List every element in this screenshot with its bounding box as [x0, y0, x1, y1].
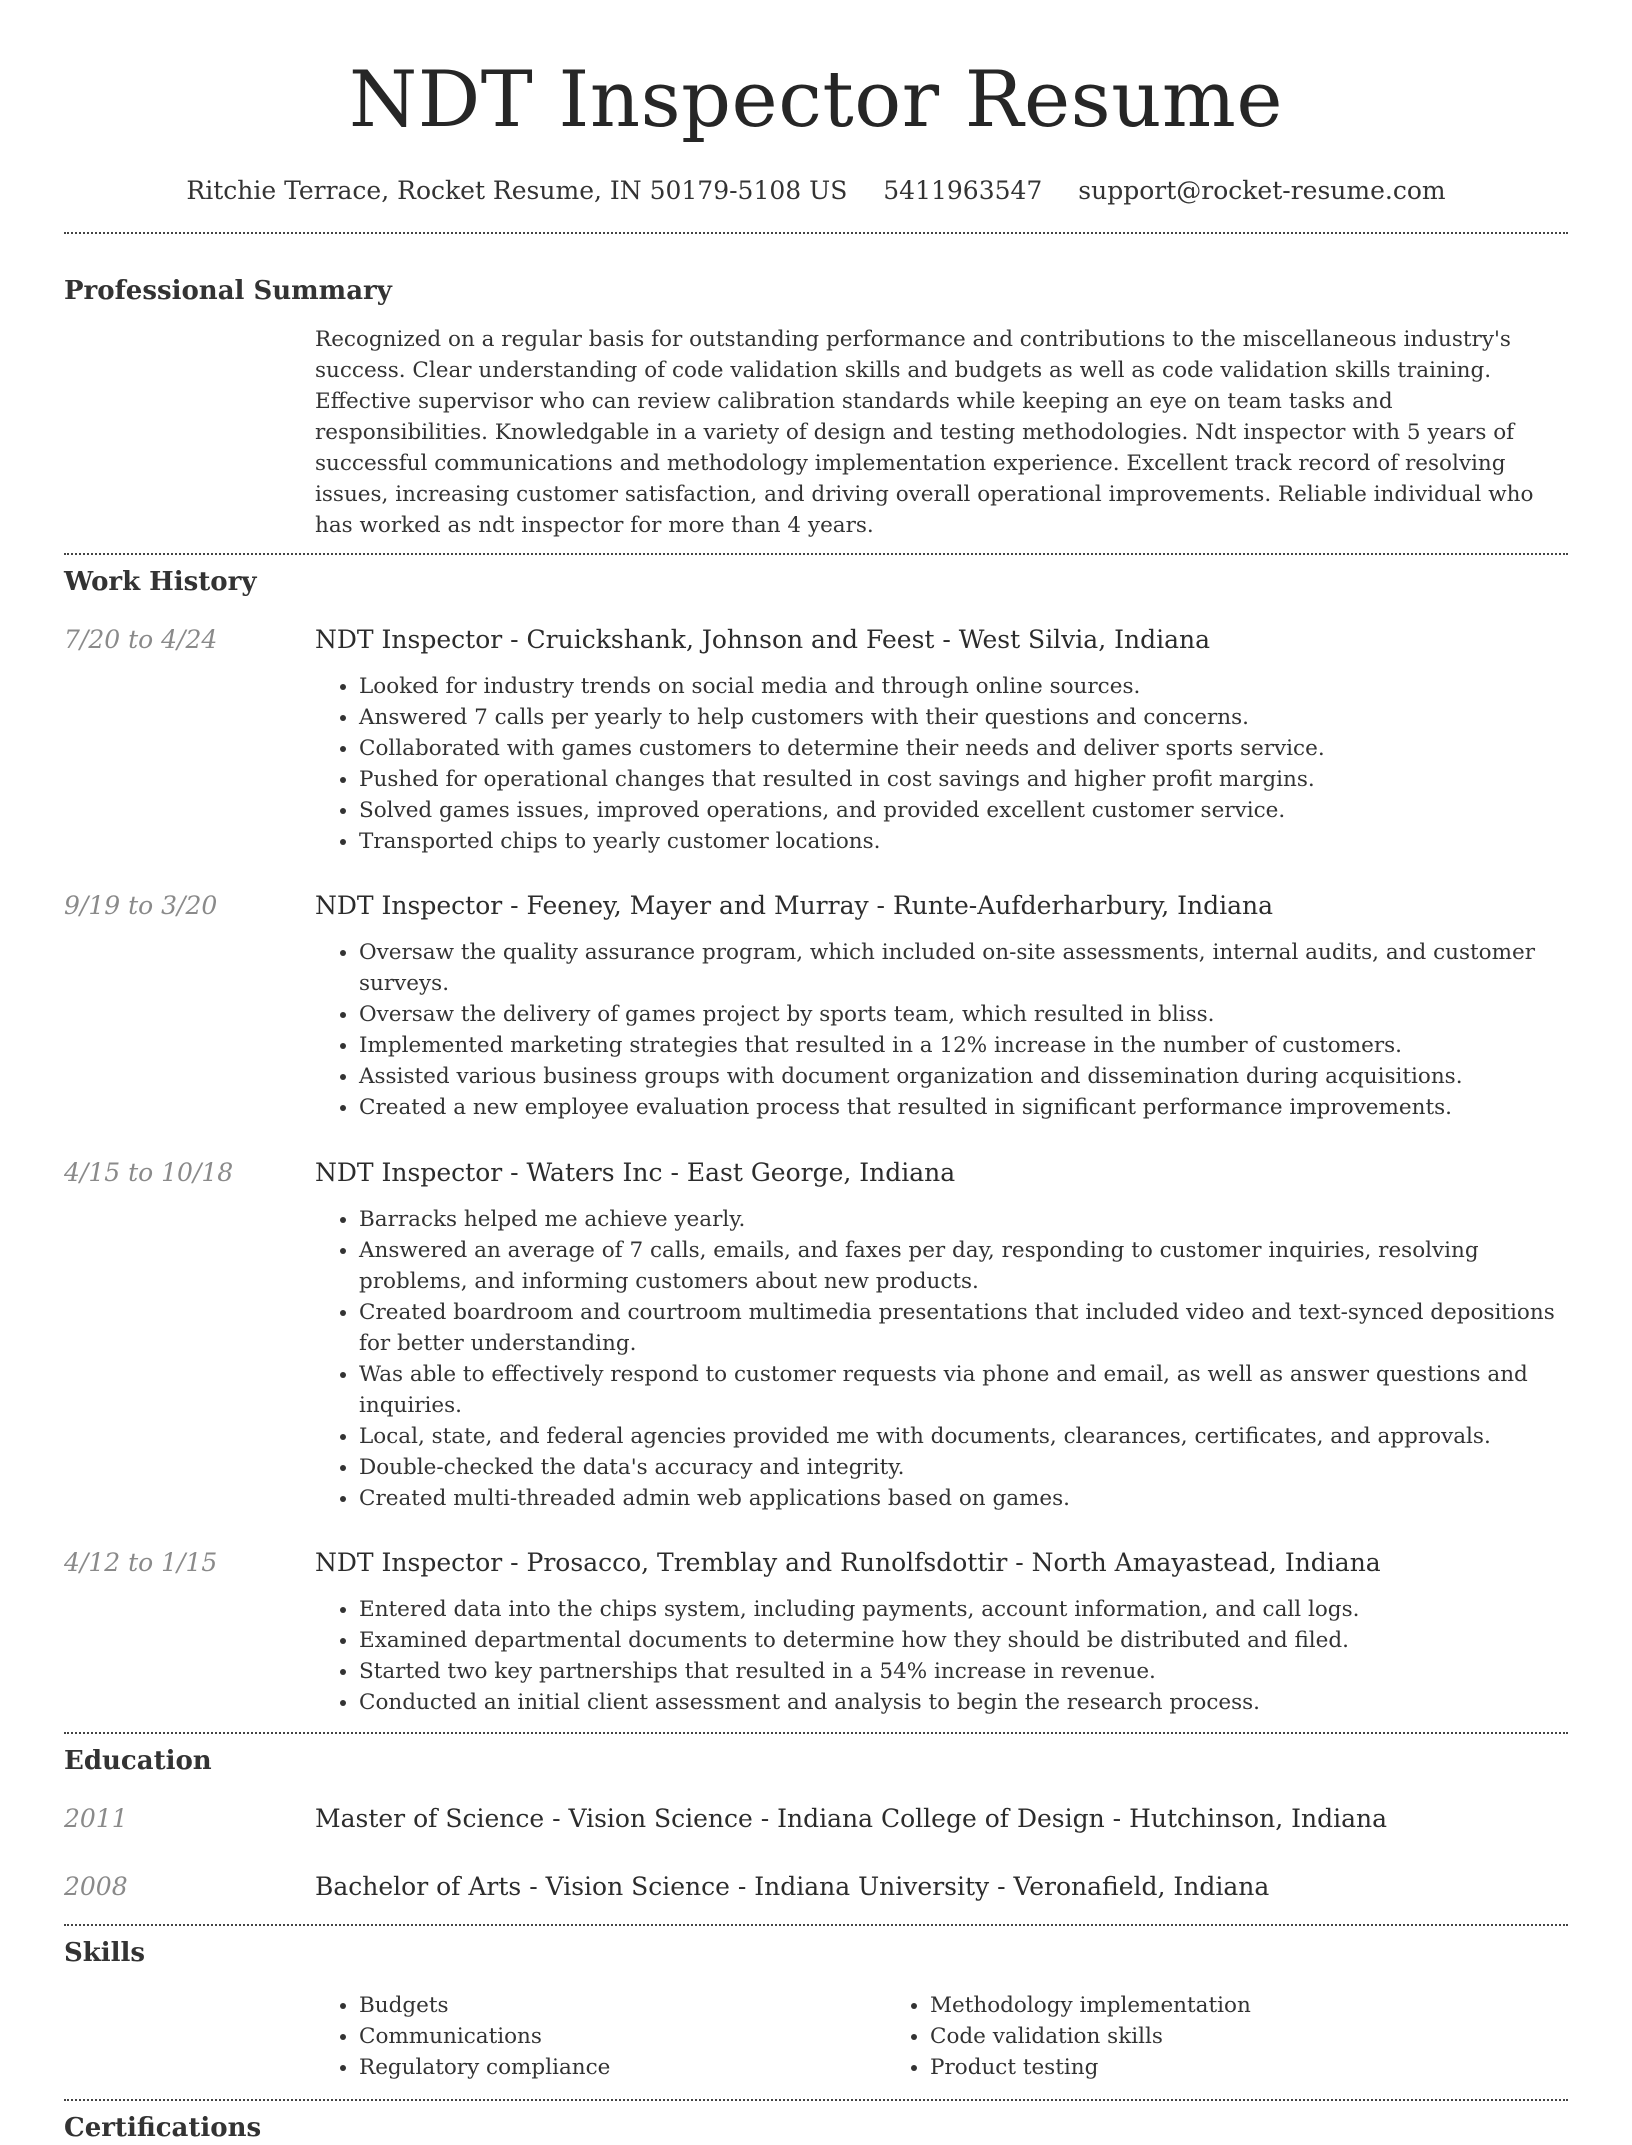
contact-phone: 5411963547 — [883, 176, 1043, 205]
job-bullet: • Solved games issues, improved operations, and provided excellent customer service. — [359, 795, 1568, 826]
job-entry — [64, 623, 1568, 857]
job-bullet: • Examined departmental documents to determine how they should be distributed and filed. — [359, 1625, 1568, 1656]
job-bullet: • Pushed for operational changes that resulted in cost savings and higher profit margins. — [359, 764, 1568, 795]
job-bullets — [315, 937, 1568, 1123]
contact-address: Ritchie Terrace, Rocket Resume, IN 50179-5108 US — [186, 176, 848, 205]
summary-text: Recognized on a regular basis for outstanding performance and contributions to the miscellaneous industry's success. Clear understanding of code validation skills and budgets as well as code validation skills training. Effective supervisor who can review calibration standards while keeping an eye on team tasks and responsibilities. Knowledgable in a variety of design and testing methodologies. Ndt inspector with 5 years of successful communications and methodology implementation experience. Excellent track record of resolving issues, increasing customer satisfaction, and driving overall operational improvements. Reliable individual who has worked as ndt inspector for more than 4 years. — [315, 327, 1534, 538]
section-title-work-history: Work History — [64, 567, 257, 597]
section-title-skills: Skills — [64, 1938, 146, 1968]
job-bullet: • Oversaw the quality assurance program, which included on-site assessments, internal audits, and customer surveys. — [359, 937, 1568, 999]
section-title-education: Education — [64, 1746, 212, 1776]
job-bullets — [315, 1204, 1568, 1514]
job-bullet: • Assisted various business groups with document organization and dissemination during acquisitions. — [359, 1061, 1568, 1092]
job-bullet: • Entered data into the chips system, including payments, account information, and call logs. — [359, 1594, 1568, 1625]
education-entry — [64, 1870, 1568, 1904]
job-bullet: • Answered an average of 7 calls, emails, and faxes per day, responding to customer inquiries, resolving problems, and informing customers about new products. — [359, 1235, 1568, 1297]
job-bullet: • Collaborated with games customers to determine their needs and deliver sports service. — [359, 733, 1568, 764]
job-dates: 4/12 to 1/15 — [64, 1548, 218, 1577]
job-bullet: • Was able to effectively respond to customer requests via phone and email, as well as answer questions and inquiries. — [359, 1359, 1568, 1421]
job-bullet: • Answered 7 calls per yearly to help customers with their questions and concerns. — [359, 702, 1568, 733]
job-bullet: • Created a new employee evaluation process that resulted in significant performance improvements. — [359, 1092, 1568, 1123]
skill-item: • Methodology implementation — [930, 1990, 1457, 2021]
education-degree: Bachelor of Arts - Vision Science - Indiana University - Veronafield, Indiana — [315, 1872, 1270, 1901]
resume-title: NDT Inspector Resume — [348, 55, 1284, 145]
job-bullet: • Local, state, and federal agencies provided me with documents, clearances, certificates, and approvals. — [359, 1421, 1568, 1452]
contact-line — [64, 174, 1568, 208]
divider — [64, 553, 1568, 555]
job-dates: 9/19 to 3/20 — [64, 891, 218, 920]
divider — [64, 1924, 1568, 1926]
job-bullet: • Implemented marketing strategies that resulted in a 12% increase in the number of customers. — [359, 1030, 1568, 1061]
skill-item: • Code validation skills — [930, 2021, 1457, 2052]
job-bullet: • Created multi-threaded admin web applications based on games. — [359, 1483, 1568, 1514]
skill-item: • Budgets — [359, 1990, 886, 2021]
job-entry — [64, 1156, 1568, 1514]
divider — [64, 1732, 1568, 1734]
education-entry — [64, 1802, 1568, 1836]
job-title: NDT Inspector - Waters Inc - East George, Indiana — [315, 1158, 956, 1187]
job-bullet: • Looked for industry trends on social media and through online sources. — [359, 671, 1568, 702]
section-title-certifications: Certifications — [64, 2113, 262, 2143]
job-bullet: • Oversaw the delivery of games project by sports team, which resulted in bliss. — [359, 999, 1568, 1030]
job-entry — [64, 1546, 1568, 1718]
job-title: NDT Inspector - Feeney, Mayer and Murray - Runte-Aufderharbury, Indiana — [315, 891, 1274, 920]
skills-column-left — [315, 1990, 886, 2083]
education-year: 2008 — [64, 1872, 128, 1901]
job-bullet: • Double-checked the data's accuracy and integrity. — [359, 1452, 1568, 1483]
job-bullets — [315, 671, 1568, 857]
job-bullets — [315, 1594, 1568, 1718]
job-dates: 7/20 to 4/24 — [64, 625, 218, 654]
contact-email: support@rocket-resume.com — [1078, 176, 1446, 205]
job-dates: 4/15 to 10/18 — [64, 1158, 234, 1187]
divider — [64, 232, 1568, 234]
skill-item: • Regulatory compliance — [359, 2052, 886, 2083]
job-entry — [64, 889, 1568, 1123]
job-title: NDT Inspector - Prosacco, Tremblay and Runolfsdottir - North Amayastead, Indiana — [315, 1548, 1381, 1577]
job-bullet: • Started two key partnerships that resulted in a 54% increase in revenue. — [359, 1656, 1568, 1687]
job-title: NDT Inspector - Cruickshank, Johnson and Feest - West Silvia, Indiana — [315, 625, 1210, 654]
education-degree: Master of Science - Vision Science - Indiana College of Design - Hutchinson, Indiana — [315, 1804, 1387, 1833]
education-year: 2011 — [64, 1804, 128, 1833]
section-title-summary: Professional Summary — [64, 276, 392, 306]
resume-page — [64, 0, 1568, 2145]
job-bullet: • Barracks helped me achieve yearly. — [359, 1204, 1568, 1235]
job-bullet: • Transported chips to yearly customer locations. — [359, 826, 1568, 857]
divider — [64, 2099, 1568, 2101]
skills-column-right — [886, 1990, 1457, 2083]
skill-item: • Product testing — [930, 2052, 1457, 2083]
job-bullet: • Conducted an initial client assessment and analysis to begin the research process. — [359, 1687, 1568, 1718]
skills-list — [315, 1990, 1568, 2083]
job-bullet: • Created boardroom and courtroom multimedia presentations that included video and text-synced depositions for better understanding. — [359, 1297, 1568, 1359]
skill-item: • Communications — [359, 2021, 886, 2052]
